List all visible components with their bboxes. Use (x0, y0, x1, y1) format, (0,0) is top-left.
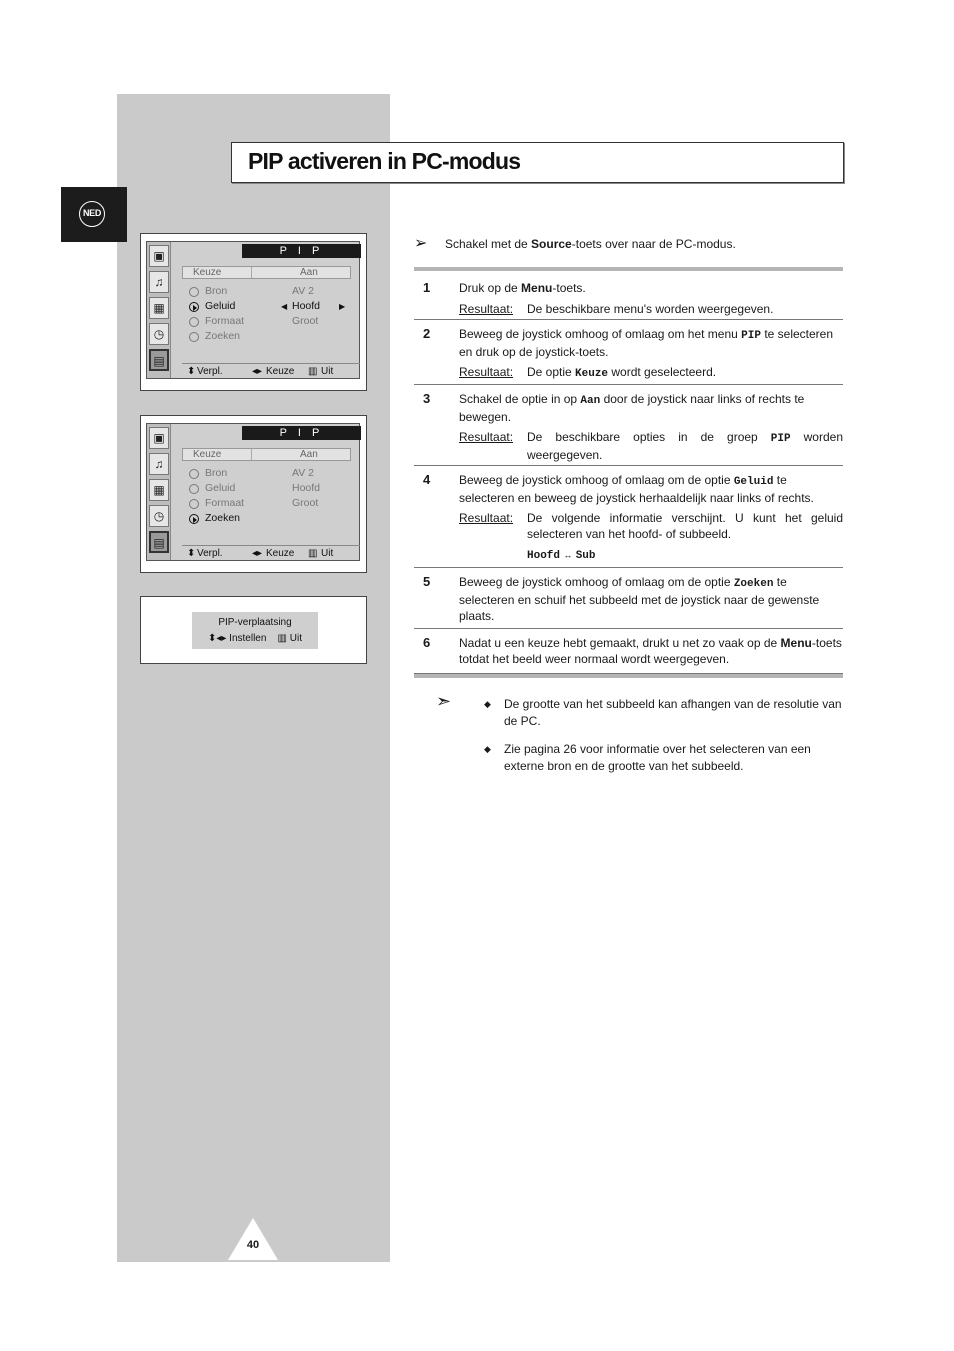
osd-row (189, 466, 359, 481)
step-text: Beweeg de joystick omhoog of omlaag om de optie Geluid te selecteren en beweeg de joystick herhaaldelijk naar links of rechts. (459, 473, 814, 505)
step-text: Beweeg de joystick omhoog of omlaag om het menu PIP te selecteren en druk op de joystick-toets. (459, 327, 834, 359)
osd-foot-select: Keuze (266, 548, 295, 559)
language-tab (61, 187, 127, 242)
pip-move-title: PIP-verplaatsing (218, 617, 292, 628)
osd-header-value: Aan (300, 449, 318, 460)
osd-header-label: Keuze (193, 267, 222, 278)
osd-row-label: Zoeken (205, 330, 241, 342)
note-arrow-icon: ➣ (436, 691, 452, 711)
osd-foot-exit: Uit (321, 548, 334, 559)
step-number: 4 (423, 472, 431, 487)
osd-icon-column (147, 242, 171, 378)
page-number: 40 (246, 1239, 260, 1251)
step-number: 1 (423, 280, 431, 295)
osd-foot-exit: Uit (321, 366, 334, 377)
osd-title: P I P (242, 426, 361, 440)
step-row (414, 568, 843, 629)
osd-icon-column (147, 424, 171, 560)
step-row (414, 629, 843, 674)
osd-header-label: Keuze (193, 449, 222, 460)
pip-move-exit: Uit (289, 633, 303, 644)
osd-footer (182, 545, 360, 560)
osd-header-value: Aan (300, 267, 318, 278)
updown-icon: ⬍ (187, 548, 196, 559)
step-number: 5 (423, 574, 431, 589)
menu-icon: ▥ (308, 366, 318, 377)
osd-row-value: AV 2 (292, 467, 314, 479)
osd-row-label: Formaat (205, 497, 245, 509)
updown-leftright-icon: ⬍◂▸ (207, 633, 227, 644)
osd-row (189, 496, 359, 511)
menu-icon: ▥ (308, 548, 318, 559)
step-result: Resultaat: De beschikbare opties in de groep PIP worden weergegeven. (459, 430, 843, 462)
osd-row-value: Groot (292, 497, 319, 509)
menu-icon: ▥ (277, 633, 287, 644)
diamond-bullet-icon: ◆ (484, 744, 491, 754)
osd-panel (146, 423, 360, 561)
osd-row-value: Hoofd (292, 482, 321, 494)
page-title: PIP activeren in PC-modus (248, 148, 521, 174)
title-box (231, 142, 844, 183)
osd-screen-1 (140, 233, 367, 391)
osd-header (182, 266, 351, 279)
step-row (414, 466, 843, 568)
osd-row (189, 481, 359, 496)
step-text: Nadat u een keuze hebt gemaakt, drukt u net zo vaak op de Menu-toets totdat het beeld weer normaal wordt weergegeven. (459, 636, 842, 666)
channel-icon: ▦ (149, 479, 169, 501)
step-number: 6 (423, 635, 431, 650)
step-number: 2 (423, 326, 431, 341)
osd-row-label: Formaat (205, 315, 245, 327)
osd-row-value: AV 2 (292, 285, 314, 297)
step-result: Resultaat: De optie Keuze wordt geselecteerd. (459, 365, 717, 380)
step-text: Beweeg de joystick omhoog of omlaag om de optie Zoeken te selecteren en schuif het subbeeld met de joystick naar de gewenste plaats. (459, 575, 820, 623)
step-result: Resultaat: De volgende informatie verschijnt. U kunt het geluid selecteren van het hoofd- of subbeeld. (459, 511, 843, 541)
step-text: Schakel de optie in op Aan door de joystick naar links of rechts te bewegen. (459, 392, 805, 424)
osd-row-label: Bron (205, 467, 228, 479)
right-arrow-icon: ▶ (339, 302, 346, 311)
step-number: 3 (423, 391, 431, 406)
osd-screen-3 (140, 596, 367, 664)
leftright-icon: ◂▸ (252, 366, 263, 377)
step-text: Druk op de Menu-toets. (459, 281, 586, 295)
pip-setup-icon: ▤ (149, 531, 169, 553)
osd-row-label: Geluid (205, 300, 236, 312)
language-badge: NED (79, 201, 105, 227)
osd-foot-move: Verpl. (197, 548, 223, 559)
note-text: De grootte van het subbeeld kan afhangen van de resolutie van de PC. (504, 697, 842, 728)
pip-move-controls (192, 633, 318, 644)
osd-row-label: Bron (205, 285, 228, 297)
tv-picture-icon: ▣ (149, 427, 169, 449)
sound-option-line: Hoofd ↔ Sub (527, 550, 596, 562)
step-row (414, 271, 843, 320)
clock-icon: ◷ (149, 323, 169, 345)
sound-icon: ♫ (149, 453, 169, 475)
pip-setup-icon: ▤ (149, 349, 169, 371)
osd-row-value: Groot (292, 315, 319, 327)
note-text: Zie pagina 26 voor informatie over het selecteren van een externe bron en de grootte van het subbeeld. (504, 742, 811, 773)
osd-foot-move: Verpl. (197, 366, 223, 377)
osd-header (182, 448, 351, 461)
note-item (484, 741, 844, 775)
leftright-icon: ◂▸ (252, 548, 263, 559)
pip-move-panel (192, 612, 318, 649)
osd-row-label: Geluid (205, 482, 236, 494)
osd-row-label: Zoeken (205, 512, 241, 524)
osd-foot-select: Keuze (266, 366, 295, 377)
pointer-arrow-icon: ➢ (414, 235, 428, 252)
osd-screen-2 (140, 415, 367, 573)
osd-panel (146, 241, 360, 379)
intro-text: Schakel met de Source-toets over naar de PC-modus. (445, 237, 736, 251)
osd-row (189, 314, 359, 329)
osd-row-value: Hoofd (292, 300, 321, 312)
osd-row (189, 329, 359, 344)
tv-picture-icon: ▣ (149, 245, 169, 267)
updown-icon: ⬍ (187, 366, 196, 377)
osd-row-selected (189, 299, 359, 314)
step-result: Resultaat: De beschikbare menu's worden weergegeven. (459, 302, 774, 316)
step-row (414, 385, 843, 466)
steps-table (414, 267, 843, 678)
osd-row-selected (189, 511, 359, 526)
osd-title: P I P (242, 244, 361, 258)
sound-icon: ♫ (149, 271, 169, 293)
step-row (414, 320, 843, 385)
channel-icon: ▦ (149, 297, 169, 319)
pip-move-set: Instellen (229, 633, 267, 644)
osd-footer (182, 363, 360, 378)
left-arrow-icon: ◀ (281, 302, 288, 311)
clock-icon: ◷ (149, 505, 169, 527)
osd-row (189, 284, 359, 299)
note-item (484, 696, 844, 730)
diamond-bullet-icon: ◆ (484, 699, 491, 709)
